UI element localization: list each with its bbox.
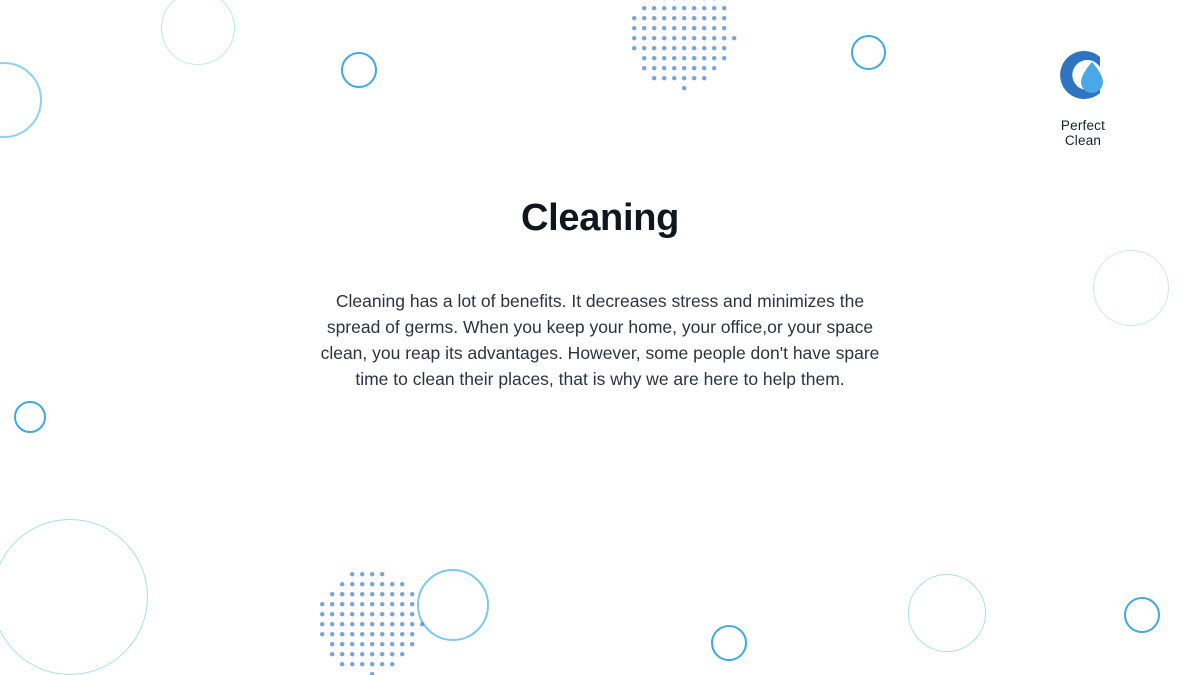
dot-cluster-bottom-left (320, 572, 430, 675)
logo-text-line1: Perfect (1060, 118, 1106, 133)
perfect-clean-logo-mark (1048, 40, 1118, 110)
body-paragraph: Cleaning has a lot of benefits. It decreases stress and minimizes the spread of germs. When you keep your home, your office,or your space clean, you reap its advantages. However, some people don't have spare time to clean their places, that is why we are here to help them. (320, 291, 880, 389)
deco-circle-left-small (14, 401, 46, 433)
deco-circle-top-left-ring (161, 0, 235, 65)
logo (1008, 40, 1158, 148)
deco-circle-top-small-teal (341, 52, 377, 88)
page-title: Cleaning (520, 197, 680, 239)
logo-text (1008, 118, 1158, 148)
deco-circle-top-left-large (0, 62, 42, 138)
logo-text-line2: Clean (1064, 133, 1102, 148)
deco-circle-bottom-right-ring (908, 574, 986, 652)
body-text-wrap (320, 288, 880, 392)
deco-circle-top-right-small (851, 35, 886, 70)
deco-circle-bottom-center (417, 569, 489, 641)
slide-content (0, 196, 1200, 392)
deco-circle-bottom-small (711, 625, 747, 661)
dot-cluster-top-center (632, 0, 742, 96)
deco-circle-bottom-left-huge (0, 519, 148, 675)
deco-circle-bottom-far-right (1124, 597, 1160, 633)
